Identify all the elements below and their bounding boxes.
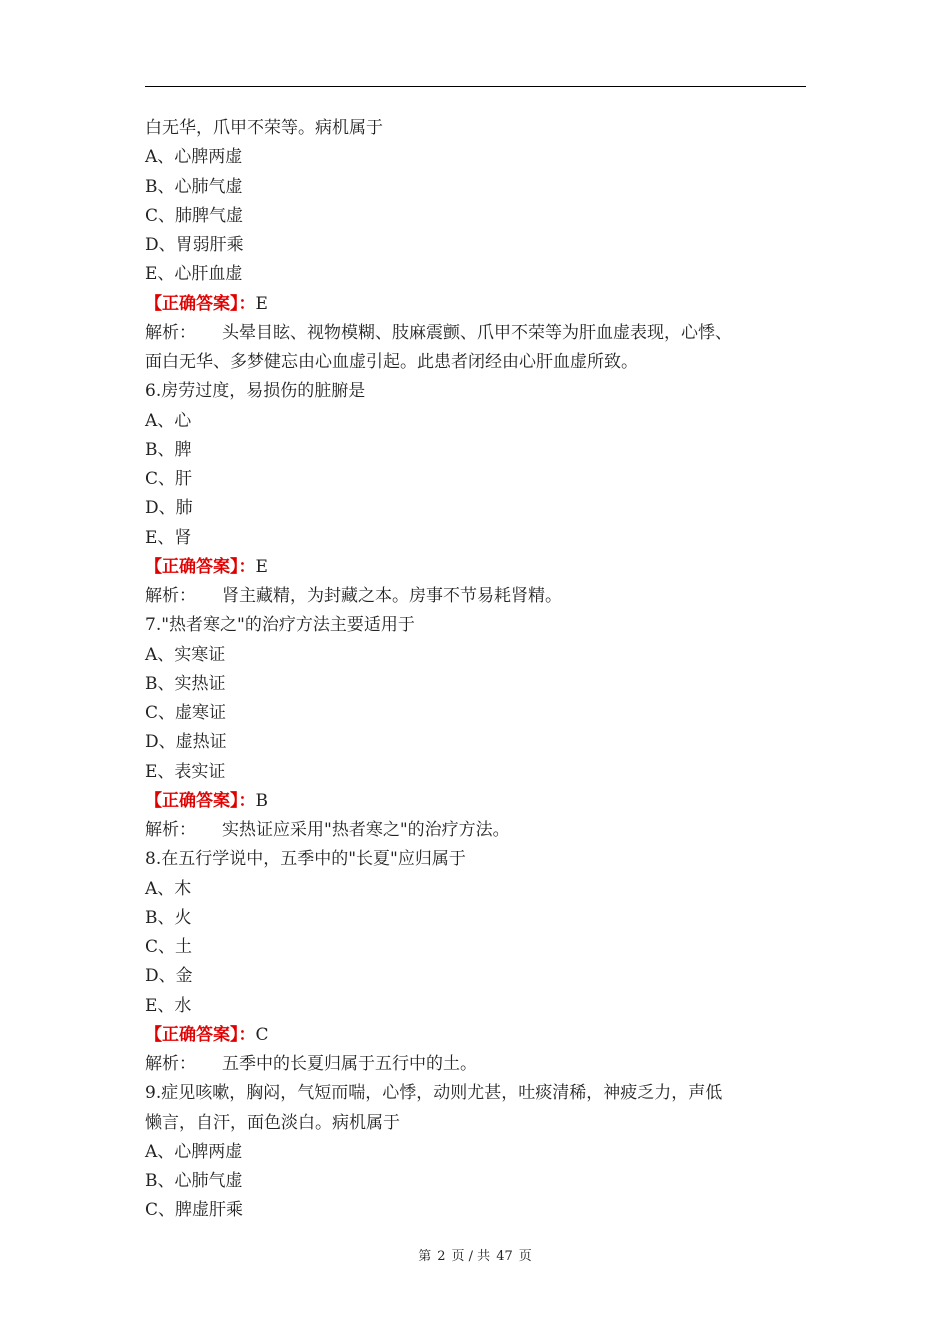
text-line: 7."热者寒之"的治疗方法主要适用于	[145, 615, 415, 636]
analysis-text: 头晕目眩、视物模糊、肢麻震颤、爪甲不荣等为肝血虚表现，心悸、	[222, 322, 732, 343]
text-line: 白无华，爪甲不荣等。病机属于	[145, 118, 383, 138]
footer-suffix: 页	[518, 1249, 532, 1264]
answer-value: B	[255, 790, 268, 811]
analysis-label: 解析：	[145, 1054, 196, 1074]
answer-line	[145, 553, 810, 582]
option-line: B、脾	[145, 439, 192, 460]
footer-prefix: 第	[418, 1249, 432, 1264]
answer-label: 【正确答案】：	[145, 293, 256, 314]
option-line: C、肺脾气虚	[145, 205, 244, 226]
analysis-line	[145, 816, 810, 845]
option-line: B、心肺气虚	[145, 176, 243, 197]
header-rule	[145, 86, 806, 87]
answer-value: E	[255, 293, 268, 314]
option-line: C、虚寒证	[145, 703, 227, 723]
option-line: C、土	[145, 937, 193, 957]
option-line: E、心肝血虚	[145, 264, 243, 285]
analysis-label: 解析：	[145, 322, 196, 343]
option-line: A、实寒证	[145, 644, 226, 665]
option-line: A、心脾两虚	[145, 1141, 243, 1162]
option-line: E、肾	[145, 527, 192, 548]
option-line: E、水	[145, 995, 192, 1016]
answer-label: 【正确答案】：	[145, 1024, 256, 1045]
analysis-text: 实热证应采用"热者寒之"的治疗方法。	[222, 820, 510, 840]
option-line: D、虚热证	[145, 732, 227, 753]
analysis-text: 肾主藏精，为封藏之本。房事不节易耗肾精。	[222, 586, 562, 606]
answer-label: 【正确答案】：	[145, 790, 256, 811]
text-line: 懒言，自汗，面色淡白。病机属于	[145, 1112, 400, 1133]
analysis-line	[145, 1050, 810, 1079]
analysis-label: 解析：	[145, 586, 196, 606]
option-line: B、心肺气虚	[145, 1171, 243, 1191]
answer-value: E	[255, 556, 268, 577]
text-line: 6.房劳过度，易损伤的脏腑是	[145, 381, 366, 402]
document-body	[145, 114, 810, 1226]
option-line: E、表实证	[145, 761, 226, 782]
option-line: B、火	[145, 907, 192, 928]
text-line: 8.在五行学说中，五季中的"长夏"应归属于	[145, 849, 466, 870]
answer-line	[145, 290, 810, 319]
answer-line	[145, 1021, 810, 1050]
option-line: C、脾虚肝乘	[145, 1200, 244, 1221]
footer-total-pages: 47	[496, 1249, 513, 1264]
answer-label: 【正确答案】：	[145, 556, 256, 577]
answer-line	[145, 787, 810, 816]
page-footer	[0, 1245, 950, 1264]
option-line: A、心	[145, 410, 192, 431]
footer-mid: 页 / 共	[451, 1249, 491, 1264]
option-line: A、木	[145, 878, 192, 899]
text-line: 9.症见咳嗽，胸闷，气短而喘，心悸，动则尤甚，吐痰清稀，神疲乏力，声低	[145, 1083, 723, 1104]
option-line: A、心脾两虚	[145, 147, 243, 168]
analysis-text: 五季中的长夏归属于五行中的土。	[222, 1054, 477, 1074]
answer-value: C	[255, 1024, 269, 1045]
option-line: D、胃弱肝乘	[145, 235, 244, 255]
analysis-label: 解析：	[145, 820, 196, 840]
analysis-line	[145, 582, 810, 611]
option-line: C、肝	[145, 469, 193, 489]
analysis-line	[145, 319, 810, 348]
option-line: B、实热证	[145, 673, 226, 694]
text-line: 面白无华、多梦健忘由心血虚引起。此患者闭经由心肝血虚所致。	[145, 352, 638, 372]
option-line: D、肺	[145, 498, 193, 519]
footer-page-number: 2	[437, 1249, 446, 1264]
option-line: D、金	[145, 966, 193, 987]
